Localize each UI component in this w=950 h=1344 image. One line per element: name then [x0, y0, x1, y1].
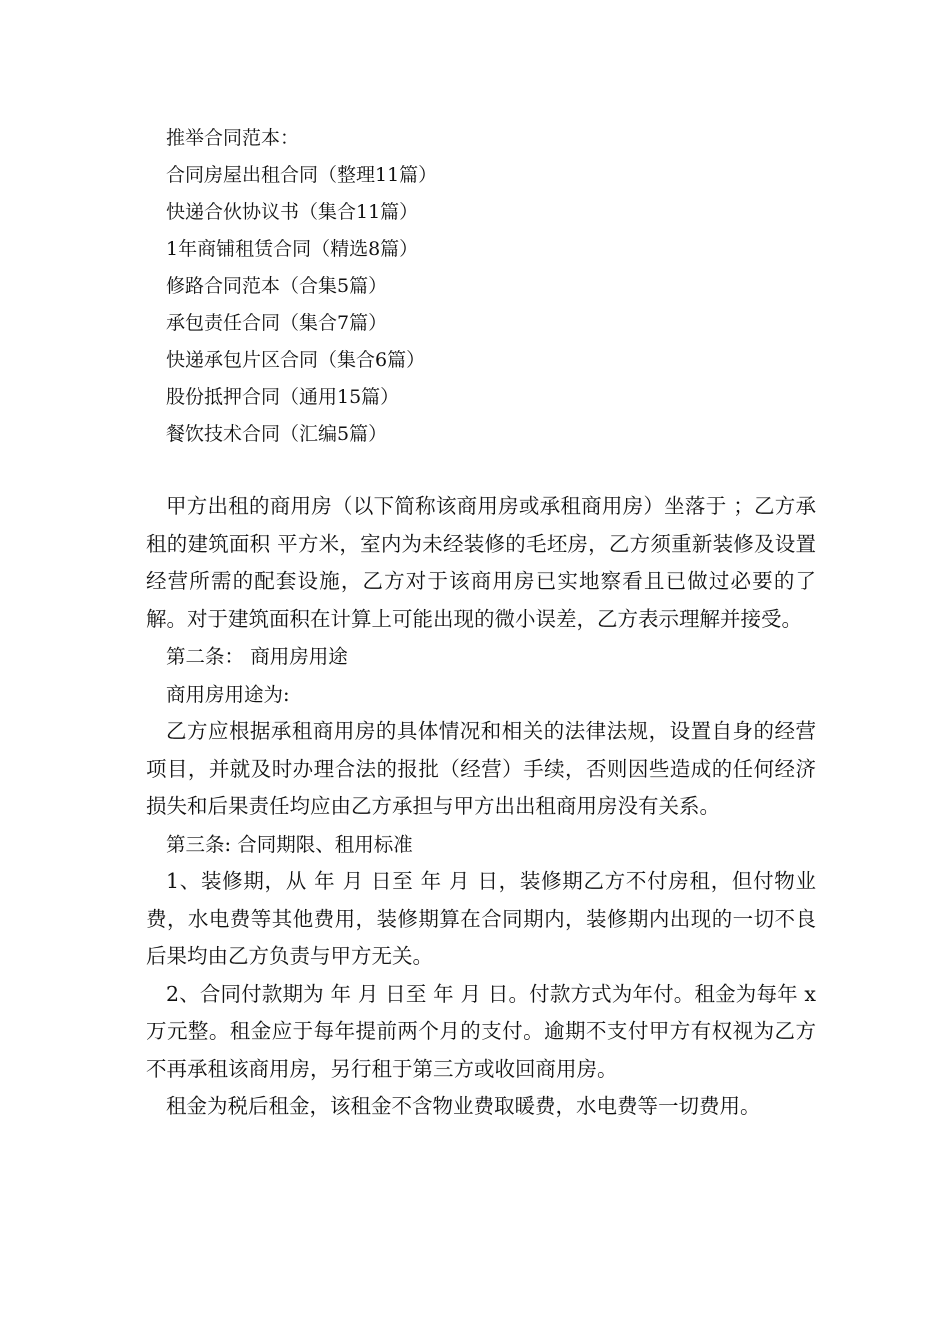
paragraph-premises: 甲方出租的商用房（以下简称该商用房或承租商用房）坐落于 ；乙方承租的建筑面积 平方米，室内为未经装修的毛坯房，乙方须重新装修及设置经营所需的配套设施，乙方对于该商用房已实地察看且已做过必要的了解。对于建筑面积在计算上可能出现的微小误差，乙方表示理解并接受。: [146, 494, 816, 631]
article-2-heading: 第二条： 商用房用途: [166, 645, 348, 668]
recommend-item[interactable]: 快递承包片区合同（集合6篇）: [166, 349, 426, 371]
paragraph-payment-period: 2、合同付款期为 年 月 日至 年 月 日。付款方式为年付。租金为每年 x 万元整。租金应于每年提前两个月的支付。逾期不支付甲方有权视为乙方不再承租该商用房，另行租于第三方或收回商用房。: [146, 981, 816, 1081]
contract-body: [146, 488, 816, 1126]
recommend-item[interactable]: 合同房屋出租合同（整理11篇）: [166, 164, 438, 186]
article-2-use: 商用房用途为:: [166, 682, 290, 706]
paragraph-rent-note: 租金为税后租金，该租金不含物业费取暖费，水电费等一切费用。: [166, 1094, 761, 1118]
recommend-title: 推举合同范本：: [166, 127, 300, 149]
recommended-contracts-list: [166, 120, 866, 453]
recommend-item[interactable]: 股份抵押合同（通用15篇）: [166, 386, 400, 408]
recommend-item[interactable]: 1年商铺租赁合同（精选8篇）: [166, 238, 419, 260]
recommend-item[interactable]: 承包责任合同（集合7篇）: [166, 312, 388, 334]
recommend-item[interactable]: 修路合同范本（合集5篇）: [166, 275, 388, 297]
recommend-item[interactable]: 快递合伙协议书（集合11篇）: [166, 201, 419, 223]
paragraph-usage: 乙方应根据承租商用房的具体情况和相关的法律法规，设置自身的经营项目，并就及时办理合法的报批（经营）手续，否则因些造成的任何经济损失和后果责任均应由乙方承担与甲方出出租商用房没有关系。: [146, 719, 816, 818]
recommend-item[interactable]: 餐饮技术合同（汇编5篇）: [166, 423, 388, 445]
paragraph-renovation-period: 1、装修期，从 年 月 日至 年 月 日，装修期乙方不付房租，但付物业费，水电费等其他费用，装修期算在合同期内，装修期内出现的一切不良后果均由乙方负责与甲方无关。: [146, 869, 816, 968]
article-3-heading: 第三条: 合同期限、租用标准: [166, 832, 413, 856]
